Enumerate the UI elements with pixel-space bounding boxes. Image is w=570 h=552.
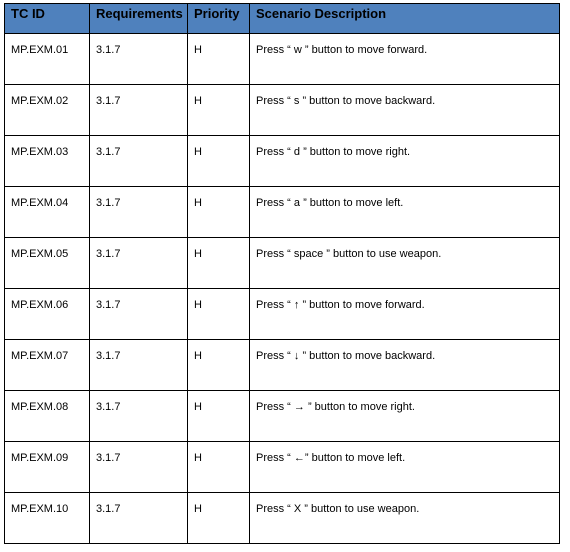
cell-priority: H [188,136,250,187]
cell-priority: H [188,85,250,136]
cell-priority: H [188,187,250,238]
cell-scenario-description: Press “ ↓ ” button to move backward. [250,340,560,391]
cell-requirements: 3.1.7 [90,289,188,340]
cell-requirements: 3.1.7 [90,442,188,493]
cell-scenario-description: Press “ ↑ ” button to move forward. [250,289,560,340]
cell-tc-id: MP.EXM.06 [5,289,90,340]
table-row [5,493,560,544]
cell-tc-id: MP.EXM.07 [5,340,90,391]
cell-priority: H [188,289,250,340]
table-row [5,187,560,238]
table-row [5,238,560,289]
table-row [5,340,560,391]
header-priority: Priority [188,4,250,34]
cell-requirements: 3.1.7 [90,187,188,238]
cell-scenario-description: Press “ space ” button to use weapon. [250,238,560,289]
cell-scenario-description: Press “ → ” button to move right. [250,391,560,442]
test-case-table [4,3,560,544]
cell-requirements: 3.1.7 [90,238,188,289]
cell-tc-id: MP.EXM.10 [5,493,90,544]
cell-priority: H [188,340,250,391]
table-row [5,85,560,136]
cell-scenario-description: Press “ w ” button to move forward. [250,34,560,85]
cell-tc-id: MP.EXM.04 [5,187,90,238]
cell-requirements: 3.1.7 [90,493,188,544]
table-row [5,289,560,340]
cell-priority: H [188,238,250,289]
table-row [5,391,560,442]
cell-tc-id: MP.EXM.02 [5,85,90,136]
cell-priority: H [188,442,250,493]
cell-scenario-description: Press “ d ” button to move right. [250,136,560,187]
cell-tc-id: MP.EXM.03 [5,136,90,187]
cell-scenario-description: Press “ a ” button to move left. [250,187,560,238]
cell-priority: H [188,34,250,85]
cell-priority: H [188,391,250,442]
cell-scenario-description: Press “ s ” button to move backward. [250,85,560,136]
cell-requirements: 3.1.7 [90,136,188,187]
header-scenario-description: Scenario Description [250,4,560,34]
table-header-row [5,4,560,34]
cell-tc-id: MP.EXM.05 [5,238,90,289]
cell-tc-id: MP.EXM.09 [5,442,90,493]
cell-scenario-description: Press “ X ” button to use weapon. [250,493,560,544]
cell-requirements: 3.1.7 [90,85,188,136]
table-row [5,34,560,85]
table-row [5,442,560,493]
cell-tc-id: MP.EXM.08 [5,391,90,442]
table-row [5,136,560,187]
header-requirements: Requirements [90,4,188,34]
cell-requirements: 3.1.7 [90,340,188,391]
cell-priority: H [188,493,250,544]
cell-requirements: 3.1.7 [90,34,188,85]
cell-tc-id: MP.EXM.01 [5,34,90,85]
header-tc-id: TC ID [5,4,90,34]
cell-requirements: 3.1.7 [90,391,188,442]
cell-scenario-description: Press “ ←” button to move left. [250,442,560,493]
test-case-table-container [4,3,560,544]
